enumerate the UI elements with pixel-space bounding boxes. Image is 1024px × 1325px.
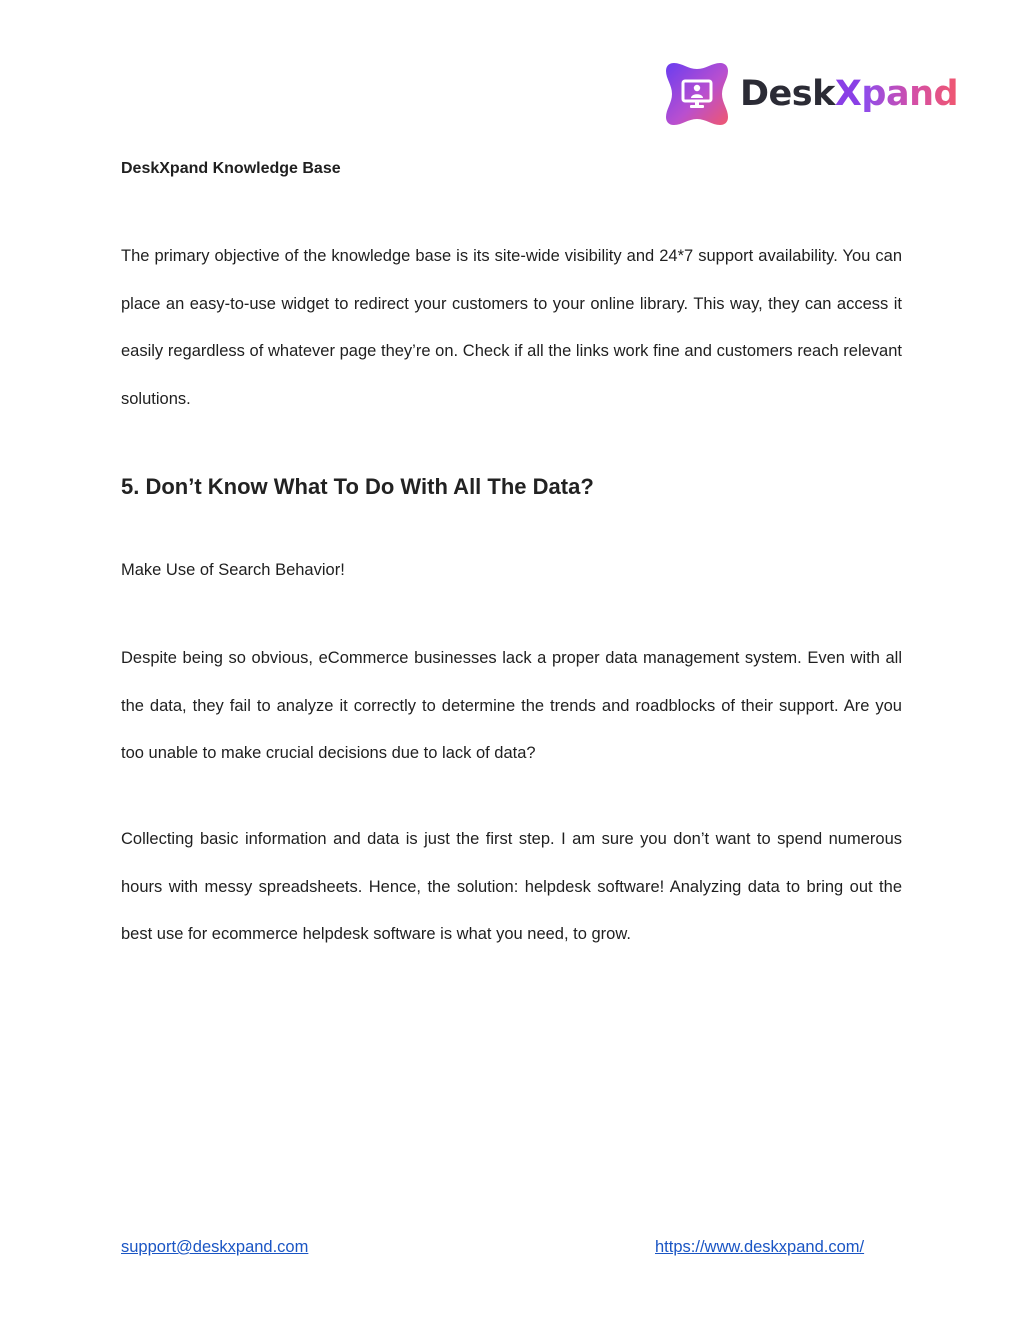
logo-text-desk: Desk xyxy=(740,73,835,114)
subheading: Make Use of Search Behavior! xyxy=(121,561,345,579)
document-title: DeskXpand Knowledge Base xyxy=(121,160,341,177)
paragraph-helpdesk-software: Collecting basic information and data is just the first step. I am sure you don’t want to spend numerous hours with messy spreadsheets. Hence, the solution: helpdesk software! Analyzing data to bring out the best use for ecommerce helpdesk software is what you need, to grow. xyxy=(121,830,902,944)
footer-website-link[interactable]: https://www.deskxpand.com/ xyxy=(655,1238,865,1256)
logo-wordmark xyxy=(740,73,959,114)
logo-text-pand: pand xyxy=(861,73,959,114)
deskxpand-logo xyxy=(664,60,959,128)
paragraph-data-management: Despite being so obvious, eCommerce businesses lack a proper data management system. Even with all the data, they fail to analyze it correctly to determine the trends and roadblocks of their support. Are you too unable to make crucial decisions due to lack of data? xyxy=(121,649,902,763)
section-heading: 5. Don’t Know What To Do With All The Data? xyxy=(121,474,594,499)
footer-email-link[interactable]: support@deskxpand.com xyxy=(121,1238,309,1256)
logo-text-x: X xyxy=(834,73,862,114)
monitor-person-icon xyxy=(664,61,730,127)
paragraph-knowledge-base: The primary objective of the knowledge base is its site-wide visibility and 24*7 support availability. You can place an easy-to-use widget to redirect your customers to your online library. This way, they can access it easily regardless of whatever page they’re on. Check if all the links work fine and customers reach relevant solutions. xyxy=(121,247,902,409)
